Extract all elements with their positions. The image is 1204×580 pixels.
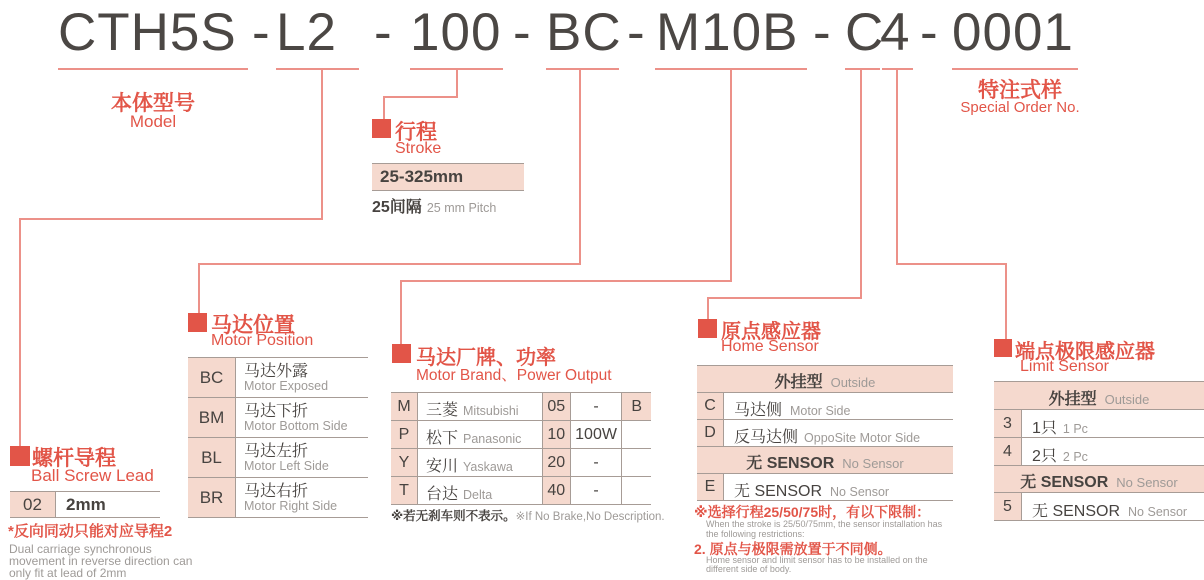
table-row	[391, 449, 651, 477]
connector-stroke	[383, 96, 458, 98]
ball-screw-title-en: Ball Screw Lead	[31, 466, 154, 485]
motor-brand-en: Panasonic	[463, 432, 522, 446]
model-segment-motor-position: BC	[546, 3, 622, 62]
motor-brand-note	[391, 506, 665, 525]
motor-brand-cn: 三菱	[426, 402, 459, 419]
motor-position-bullet-icon	[188, 313, 207, 332]
table-row	[391, 393, 651, 421]
motor-brake-code: B	[622, 393, 651, 420]
model-segment-special-order: 0001	[952, 3, 1074, 62]
limit-sensor-en: 2 Pc	[1062, 450, 1088, 464]
underline-body	[58, 68, 248, 70]
connector-motor-power	[400, 280, 402, 346]
connector-home-sensor	[707, 297, 862, 299]
motor-brand-table	[391, 392, 651, 505]
home-sensor-code: C	[697, 393, 724, 419]
motor-position-cn: 马达外露	[244, 363, 309, 380]
ball-screw-note-en: only fit at lead of 2mm	[9, 566, 127, 580]
motor-brand-code: Y	[391, 449, 418, 476]
home-sensor-note2-en: Home sensor and limit sensor has to be installed on the	[706, 555, 928, 565]
separator-dash: -	[920, 3, 939, 62]
stroke-range: 25-325mm	[380, 167, 464, 186]
connector-lead	[321, 70, 323, 220]
separator-dash: -	[252, 3, 271, 62]
limit-sensor-code: 5	[994, 493, 1022, 520]
motor-brake-code	[622, 477, 651, 504]
separator-dash: -	[627, 3, 646, 62]
connector-lead	[19, 218, 21, 448]
motor-brand-en: Delta	[463, 488, 493, 502]
connector-motor-power	[400, 280, 732, 282]
home-sensor-cn: 反马达侧	[734, 429, 799, 446]
limit-sensor-group-cn: 外挂型	[1048, 391, 1097, 408]
connector-motor-position	[198, 263, 200, 316]
home-sensor-note2-en: different side of body.	[706, 564, 792, 574]
table-row	[188, 438, 368, 478]
ball-screw-note-en: Dual carriage synchronous	[9, 542, 152, 556]
motor-brand-title-en: Motor Brand、Power Output	[416, 367, 612, 384]
connector-home-sensor	[860, 70, 862, 299]
limit-sensor-title-cn: 端点极限感应器	[1015, 341, 1155, 363]
home-sensor-note1-en: the following restrictions:	[706, 529, 805, 539]
motor-brand-code: P	[391, 421, 418, 448]
motor-power-value: -	[571, 477, 622, 504]
separator-dash: -	[513, 3, 532, 62]
motor-brand-cn: 松下	[426, 430, 459, 447]
underline-home-sensor	[845, 68, 880, 70]
model-segment-home-sensor: C	[845, 3, 885, 62]
home-sensor-title-en: Home Sensor	[721, 338, 819, 355]
motor-position-code: BC	[188, 358, 236, 397]
motor-power-value: -	[571, 393, 622, 420]
table-row	[188, 358, 368, 398]
home-sensor-en: No Sensor	[830, 485, 890, 499]
stroke-title-en: Stroke	[395, 140, 442, 157]
home-sensor-note2-cn: 2. 原点与极限需放置于不同侧。	[694, 541, 892, 557]
motor-position-code: BL	[188, 438, 236, 477]
table-row	[697, 393, 953, 420]
table-row	[994, 410, 1204, 438]
home-sensor-cn: 无 SENSOR	[734, 483, 823, 500]
home-sensor-group-en: Outside	[830, 375, 876, 390]
home-sensor-group-cn: 外挂型	[774, 374, 823, 391]
stroke-title-cn: 行程	[395, 121, 437, 144]
separator-dash: -	[813, 3, 832, 62]
motor-brake-code	[622, 421, 651, 448]
stroke-table	[372, 163, 524, 216]
table-row	[391, 477, 651, 505]
model-segment-stroke: 100	[410, 3, 502, 62]
connector-stroke	[383, 96, 385, 121]
model-segment-limit-sensor: 4	[880, 3, 911, 62]
motor-position-cn: 马达右折	[244, 483, 309, 500]
home-sensor-en: OppoSite Motor Side	[804, 431, 921, 445]
underline-motor-position	[546, 68, 619, 70]
home-sensor-note1-en: When the stroke is 25/50/75mm, the sensor installation has	[706, 519, 943, 529]
ball-screw-note-en: movement in reverse direction can	[9, 554, 193, 568]
motor-power-code: 40	[543, 477, 571, 504]
limit-sensor-cn: 无 SENSOR	[1032, 503, 1121, 520]
ball-screw-code: 02	[10, 492, 56, 517]
motor-position-cn: 马达左折	[244, 443, 309, 460]
motor-power-value: -	[571, 449, 622, 476]
model-segment-lead: L2	[276, 3, 337, 62]
motor-brand-code: M	[391, 393, 418, 420]
limit-sensor-bullet-icon	[994, 339, 1012, 357]
connector-limit-sensor	[896, 263, 1007, 265]
table-row	[994, 382, 1204, 410]
table-row	[697, 447, 953, 474]
home-sensor-title-cn: 原点感应器	[721, 321, 821, 343]
motor-position-en: Motor Bottom Side	[244, 419, 348, 433]
model-label-cn: 本体型号	[111, 92, 195, 115]
motor-brand-note-cn: ※若无刹车则不表示。	[391, 509, 516, 523]
motor-brand-note-en: ※If No Brake,No Description.	[515, 511, 665, 523]
limit-sensor-en: No Sensor	[1128, 505, 1188, 519]
motor-brand-en: Yaskawa	[463, 460, 513, 474]
limit-sensor-cn: 1只	[1032, 420, 1057, 437]
stroke-pitch-cn: 25间隔	[372, 199, 422, 216]
home-sensor-group-en: No Sensor	[842, 456, 904, 471]
ball-screw-value: 2mm	[66, 494, 106, 514]
special-order-label-cn: 特注式样	[978, 79, 1062, 102]
home-sensor-bullet-icon	[698, 319, 717, 338]
limit-sensor-cn: 2只	[1032, 448, 1057, 465]
motor-power-code: 05	[543, 393, 571, 420]
connector-lead	[19, 218, 323, 220]
home-sensor-note1-cn: ※选择行程25/50/75时，有以下限制：	[694, 504, 931, 520]
connector-motor-position	[198, 263, 581, 265]
motor-position-title-en: Motor Position	[211, 332, 314, 349]
connector-limit-sensor	[1005, 263, 1007, 341]
motor-brand-cn: 安川	[426, 458, 459, 475]
table-row	[697, 366, 953, 393]
home-sensor-code: E	[697, 474, 724, 500]
ball-screw-title-cn: 螺杆导程	[32, 447, 116, 470]
motor-brand-en: Mitsubishi	[463, 404, 519, 418]
limit-sensor-table	[994, 381, 1204, 521]
model-label-en: Model	[129, 112, 177, 131]
motor-position-en: Motor Right Side	[244, 499, 338, 513]
table-row	[994, 466, 1204, 493]
table-row	[994, 438, 1204, 466]
connector-stroke	[456, 70, 458, 98]
stroke-pitch-en: 25 mm Pitch	[426, 201, 497, 215]
table-row	[391, 421, 651, 449]
motor-position-title-cn: 马达位置	[211, 314, 295, 337]
home-sensor-code: D	[697, 420, 724, 446]
stroke-bullet-icon	[372, 119, 391, 138]
table-row	[697, 474, 953, 501]
connector-motor-power	[730, 70, 732, 282]
special-order-label-en: Special Order No.	[960, 99, 1080, 116]
limit-sensor-code: 3	[994, 410, 1022, 437]
model-segment-body: CTH5S	[58, 3, 237, 62]
limit-sensor-group-en: Outside	[1104, 392, 1150, 407]
motor-brand-code: T	[391, 477, 418, 504]
table-row	[994, 493, 1204, 521]
motor-position-en: Motor Exposed	[244, 379, 329, 393]
limit-sensor-group-en: No Sensor	[1116, 475, 1178, 490]
home-sensor-group-cn: 无 SENSOR	[746, 455, 835, 472]
separator-dash: -	[374, 3, 393, 62]
ball-screw-table	[10, 491, 160, 518]
home-sensor-en: Motor Side	[790, 404, 851, 418]
connector-limit-sensor	[896, 70, 898, 265]
limit-sensor-en: 1 Pc	[1062, 422, 1088, 436]
motor-position-table	[188, 357, 368, 518]
motor-position-en: Motor Left Side	[244, 459, 329, 473]
table-row	[188, 478, 368, 518]
motor-power-code: 20	[543, 449, 571, 476]
motor-brand-cn: 台达	[426, 486, 459, 503]
motor-power-value: 100W	[571, 421, 622, 448]
limit-sensor-title-en: Limit Sensor	[1020, 358, 1109, 375]
ball-screw-bullet-icon	[10, 446, 30, 466]
home-sensor-cn: 马达侧	[734, 402, 783, 419]
motor-position-cn: 马达下折	[244, 403, 309, 420]
motor-power-code: 10	[543, 421, 571, 448]
table-row	[188, 398, 368, 438]
limit-sensor-group-cn: 无 SENSOR	[1020, 474, 1109, 491]
motor-brand-bullet-icon	[392, 344, 411, 363]
model-segment-motor-power: M10B	[656, 3, 799, 62]
limit-sensor-code: 4	[994, 438, 1022, 465]
underline-special-order	[952, 68, 1078, 70]
motor-position-code: BR	[188, 478, 236, 517]
motor-brake-code	[622, 449, 651, 476]
connector-motor-position	[579, 70, 581, 265]
ball-screw-note-cn: *反向同动只能对应导程2	[8, 523, 173, 540]
home-sensor-table	[697, 365, 953, 501]
underline-lead	[276, 68, 359, 70]
motor-position-code: BM	[188, 398, 236, 437]
table-row	[697, 420, 953, 447]
motor-brand-title-cn: 马达厂牌、功率	[416, 347, 556, 369]
